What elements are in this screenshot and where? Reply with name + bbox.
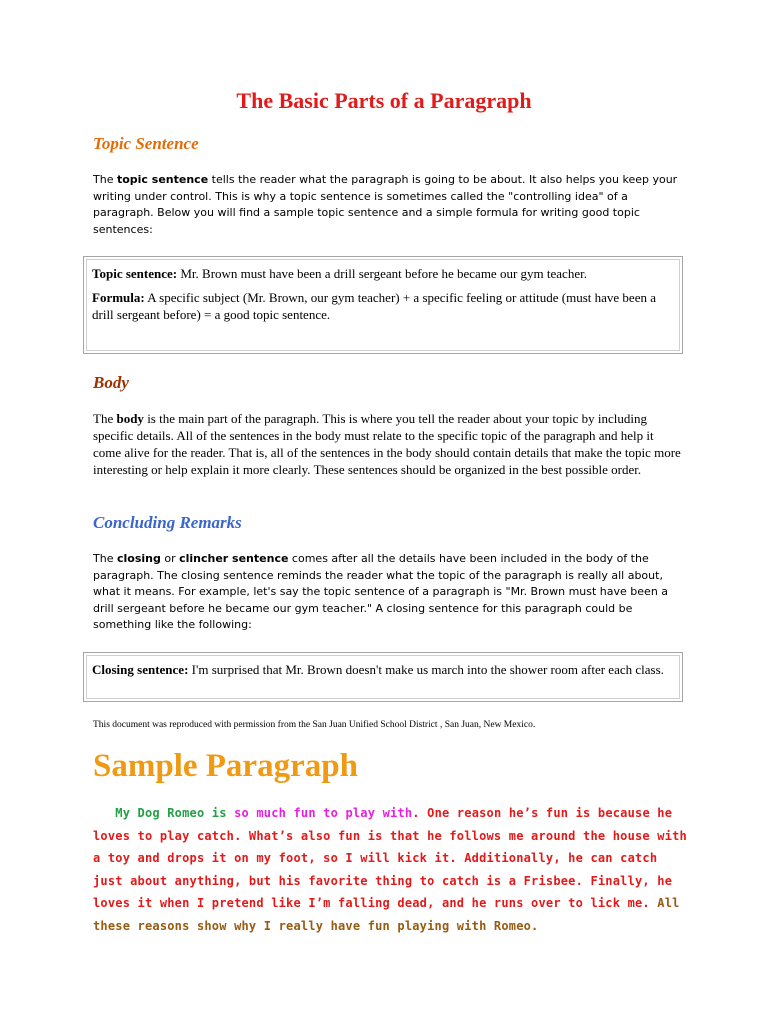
- sample-paragraph-heading: Sample Paragraph: [93, 748, 358, 784]
- closing-sentence-label: Closing sentence:: [92, 662, 189, 677]
- concluding-paragraph: [93, 551, 683, 634]
- sample-closing-brown: All these reasons show why I really have fun playing with Romeo.: [93, 896, 680, 933]
- formula-example: [92, 289, 672, 323]
- sample-topic-period: .: [412, 806, 420, 820]
- topic-sentence-example: [92, 265, 672, 282]
- concluding-intro: The: [93, 552, 117, 565]
- topic-sentence-label: Topic sentence:: [92, 266, 178, 281]
- formula-label: Formula:: [92, 290, 145, 305]
- closing-example-box: [83, 652, 683, 702]
- topic-intro: The: [93, 173, 117, 186]
- topic-rest: tells the reader what the paragraph is going to be about. It also helps you keep your writing under control. This is why a topic sentence is sometimes called the "controlling idea" of a paragraph. Below you will find a sample topic sentence and a simple formula for writing good topic sentences:: [93, 173, 678, 236]
- body-paragraph: [93, 410, 683, 478]
- topic-sentence-text: Mr. Brown must have been a drill sergeant before he became our gym teacher.: [177, 266, 587, 281]
- sample-paragraph-text: [93, 802, 689, 937]
- formula-text: A specific subject (Mr. Brown, our gym teacher) + a specific feeling or attitude (must have been a drill sergeant before) = a good topic sentence.: [92, 290, 656, 322]
- body-bold-term: body: [116, 411, 144, 426]
- clincher-bold-term: clincher sentence: [179, 552, 289, 565]
- topic-bold-term: topic sentence: [116, 173, 209, 186]
- credit-note: This document was reproduced with permission from the San Juan Unified School District , San Juan, New Mexico.: [93, 720, 536, 730]
- closing-sentence-example: [92, 661, 672, 678]
- topic-sentence-heading: Topic Sentence: [93, 134, 199, 153]
- sample-topic-magenta: so much fun to play with: [234, 806, 413, 820]
- closing-bold-term: closing: [116, 552, 161, 565]
- body-heading: Body: [93, 373, 129, 392]
- body-intro: The: [93, 411, 117, 426]
- concluding-rest: comes after all the details have been included in the body of the paragraph. The closing sentence reminds the reader what the topic of the paragraph is really all about, what it means. For example, let's say the topic sentence of a paragraph is "Mr. Brown must have been a drill sergeant before he became our gym teacher." A closing sentence for this paragraph could be something like the following:: [93, 552, 669, 631]
- concluding-remarks-heading: Concluding Remarks: [93, 513, 242, 532]
- sample-topic-green: My Dog Romeo is: [115, 806, 235, 820]
- closing-sentence-text: I'm surprised that Mr. Brown doesn't make us march into the shower room after each class.: [188, 662, 664, 677]
- concluding-or: or: [160, 552, 180, 565]
- body-rest: is the main part of the paragraph. This is where you tell the reader about your topic by including specific details. All of the sentences in the body must relate to the specific topic of the paragraph and help it come alive for the reader. That is, all of the sentences in the body should contain details that make the topic more interesting or help explain it more clearly. These sentences should be organized in the best possible order.: [93, 411, 681, 477]
- sample-body-red: One reason he’s fun is because he loves to play catch. What’s also fun is that he follows me around the house with a toy and drops it on my foot, so I will kick it. Additionally, he can catch just about anything, but his favorite thing to catch is a Frisbee. Finally, he loves it when I pretend like I’m falling dead, and he runs over to lick me.: [93, 806, 687, 910]
- topic-sentence-paragraph: [93, 172, 683, 238]
- page-title: The Basic Parts of a Paragraph: [236, 88, 532, 113]
- topic-example-box: [83, 256, 683, 354]
